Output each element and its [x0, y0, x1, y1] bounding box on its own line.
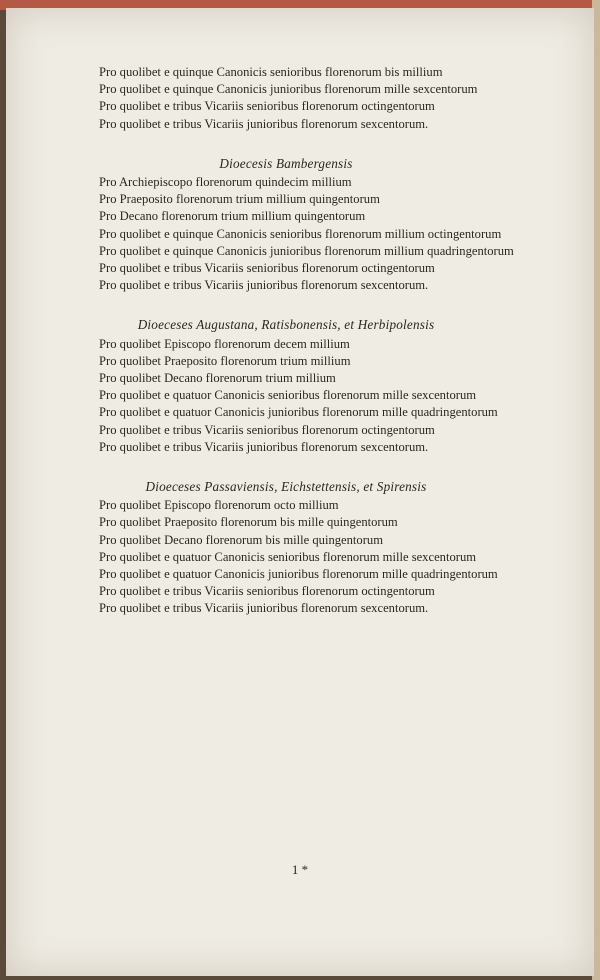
entry: Pro quolibet e tribus Vicariis junioribus florenorum sexcentorum. [99, 116, 429, 131]
entry: Pro quolibet e quatuor Canonicis senioribus florenorum mille sexcentorum [99, 388, 477, 403]
entry: Pro Archiepiscopo florenorum quindecim millium [99, 175, 352, 190]
entry: Pro quolibet e tribus Vicariis junioribus florenorum sexcentorum. [99, 601, 429, 616]
entry: Pro Decano florenorum trium millium quingentorum [99, 209, 366, 224]
section-augustana [57, 316, 515, 456]
entry: Pro quolibet e quinque Canonicis senioribus florenorum bis millium [99, 65, 443, 79]
entry: Pro quolibet Praeposito florenorum bis mille quingentorum [99, 515, 398, 530]
entry: Pro quolibet e tribus Vicariis senioribus florenorum octingentorum [99, 584, 435, 599]
entry: Pro quolibet Episcopo florenorum decem millium [99, 336, 350, 351]
entry: Pro quolibet e quatuor Canonicis junioribus florenorum mille quadringentorum [99, 567, 498, 582]
entry: Pro quolibet e quinque Canonicis junioribus florenorum mille sexcentorum [99, 82, 478, 97]
section-continued [57, 64, 515, 133]
entry: Pro quolibet Episcopo florenorum octo millium [99, 498, 339, 513]
entry: Pro quolibet Praeposito florenorum trium millium [99, 353, 351, 368]
section-bambergensis [57, 155, 515, 295]
entry: Pro Praeposito florenorum trium millium quingentorum [99, 192, 380, 207]
section-passaviensis [57, 478, 515, 618]
entry: Pro quolibet e tribus Vicariis senioribus florenorum octingentorum [99, 261, 435, 276]
page-content [57, 64, 515, 618]
entry: Pro quolibet e tribus Vicariis senioribus florenorum octingentorum [99, 422, 435, 437]
page-number: 1 * [291, 862, 309, 877]
entry: Pro quolibet Decano florenorum bis mille quingentorum [99, 532, 384, 547]
entry: Pro quolibet e tribus Vicariis junioribus florenorum sexcentorum. [99, 439, 429, 454]
entry: Pro quolibet e tribus Vicariis junioribus florenorum sexcentorum. [99, 278, 429, 293]
entry: Pro quolibet e quinque Canonicis senioribus florenorum millium octingentorum [99, 226, 502, 241]
entry: Pro quolibet Decano florenorum trium millium [99, 371, 336, 386]
entry: Pro quolibet e tribus Vicariis senioribus florenorum octingentorum [99, 99, 435, 114]
section-heading: Dioeceses Passaviensis, Eichstettensis, et Spirensis [145, 479, 427, 495]
entry: Pro quolibet e quatuor Canonicis junioribus florenorum mille quadringentorum [99, 405, 498, 420]
entry: Pro quolibet e quatuor Canonicis senioribus florenorum mille sexcentorum [99, 549, 477, 564]
entry: Pro quolibet e quinque Canonicis junioribus florenorum millium quadringentorum [99, 243, 514, 258]
section-heading: Dioecesis Bambergensis [219, 155, 353, 171]
section-heading: Dioeceses Augustana, Ratisbonensis, et Herbipolensis [137, 317, 435, 333]
